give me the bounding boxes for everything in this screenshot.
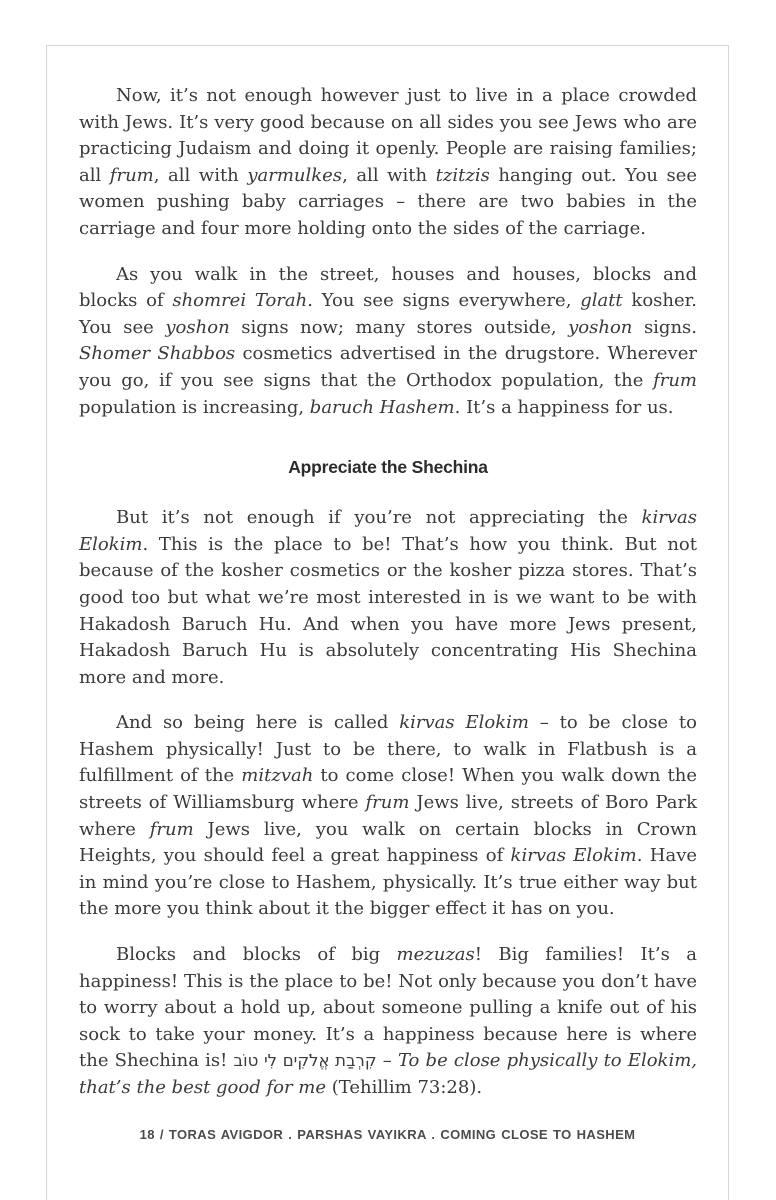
text-segment: population is increasing, xyxy=(79,396,310,418)
text-segment: glatt xyxy=(580,290,623,312)
text-segment: to come close! When you walk down the streets of Williamsburg where xyxy=(79,765,697,814)
text-segment: mezuzas xyxy=(396,944,475,966)
text-segment: , all with xyxy=(153,164,248,186)
text-segment: kosher. You see xyxy=(79,290,697,338)
document-page xyxy=(46,45,729,1200)
text-segment: signs. xyxy=(632,316,698,338)
paragraph-walk-in-the-street xyxy=(79,262,697,422)
text-segment: kirvas Elokim xyxy=(399,712,529,734)
text-segment: signs now; many stores outside, xyxy=(229,316,569,338)
text-segment: Jews live, streets of Boro Park where xyxy=(79,792,697,840)
text-segment: frum xyxy=(365,792,410,814)
page-footer: 18 / TORAS AVIGDOR . PARSHAS VAYIKRA . COMING CLOSE TO HASHEM xyxy=(139,1127,636,1142)
text-segment: Jews live, you walk on certain blocks in Crown Heights, you should feel a great happiness of xyxy=(79,818,697,867)
paragraph-kirvas-elokim xyxy=(79,710,697,923)
text-segment: As you walk in the street, houses and houses, blocks and blocks of xyxy=(79,263,697,312)
text-segment: ! Big families! It’s a happiness! This is the place to be! Not only because you don’t have to worry about a hold up, about someone pulling a knife out of his sock to take your money. It’s a happiness because here is where the Shechina is! xyxy=(79,944,697,1072)
text-segment: But it’s not enough if you’re not appreciating the xyxy=(116,507,642,529)
text-segment: To be close physically to Elokim, that’s the best good for me xyxy=(79,1050,697,1098)
text-segment: yoshon xyxy=(165,316,230,338)
text-segment: Blocks and blocks of big xyxy=(116,944,397,966)
text-segment: . It’s a happiness for us. xyxy=(454,396,674,418)
paragraph-crowded-with-jews xyxy=(79,83,697,243)
text-segment: . This is the place to be! That’s how you think. But not because of the kosher cosmetics or the kosher pizza stores. That’s good too but what we’re most interested in is we want to be with Hakadosh Baruch Hu. And when you have more Jews present, Hakadosh Baruch Hu is absolutely concentrating His Shechina more and more. xyxy=(79,533,697,688)
paragraph-not-enough-appreciating xyxy=(79,505,697,691)
page-content xyxy=(47,46,728,1102)
text-segment: , all with xyxy=(342,164,436,186)
text-segment: mitzvah xyxy=(241,765,314,787)
text-segment: – to be close to Hashem physically! Just to be there, to walk in Flatbush is a fulfillment of the xyxy=(79,712,698,787)
text-segment: kirvas Elokim xyxy=(79,507,697,555)
text-segment: . You see signs everywhere, xyxy=(307,290,581,312)
text-segment: kirvas Elokim xyxy=(510,845,637,867)
text-segment: yoshon xyxy=(568,316,633,338)
text-segment: Now, it’s not enough however just to live in a place crowded with Jews. It’s very good because on all sides you see Jews who are practicing Judaism and doing it openly. People are raising families; all xyxy=(79,85,697,186)
text-segment: cosmetics advertised in the drugstore. Wherever you go, if you see signs that the Orthodox population, the xyxy=(79,343,697,391)
text-segment: tzitzis xyxy=(435,164,490,186)
text-segment: frum xyxy=(109,164,154,186)
text-segment: frum xyxy=(653,369,697,391)
text-segment: (Tehillim 73:28). xyxy=(326,1077,483,1098)
section-heading: Appreciate the Shechina xyxy=(288,457,488,478)
text-segment: Shomer Shabbos xyxy=(79,343,236,365)
paragraph-blocks-of-mezuzas xyxy=(79,942,697,1102)
text-segment: shomrei Torah xyxy=(172,290,308,312)
text-segment: baruch Hashem xyxy=(309,396,455,418)
text-segment: – xyxy=(376,1050,398,1072)
text-segment: frum xyxy=(149,818,194,840)
text-segment: קִרְבַת אֱלֹקִים לִי טוֹב xyxy=(233,1051,377,1071)
text-segment: yarmulkes xyxy=(247,164,343,186)
text-segment: And so being here is called xyxy=(116,712,400,734)
text-segment: hanging out. You see women pushing baby carriages – there are two babies in the carriage and four more holding onto the sides of the carriage. xyxy=(79,164,698,239)
text-segment: . Have in mind you’re close to Hashem, physically. It’s true either way but the more you think about it the bigger effect it has on you. xyxy=(79,845,698,920)
